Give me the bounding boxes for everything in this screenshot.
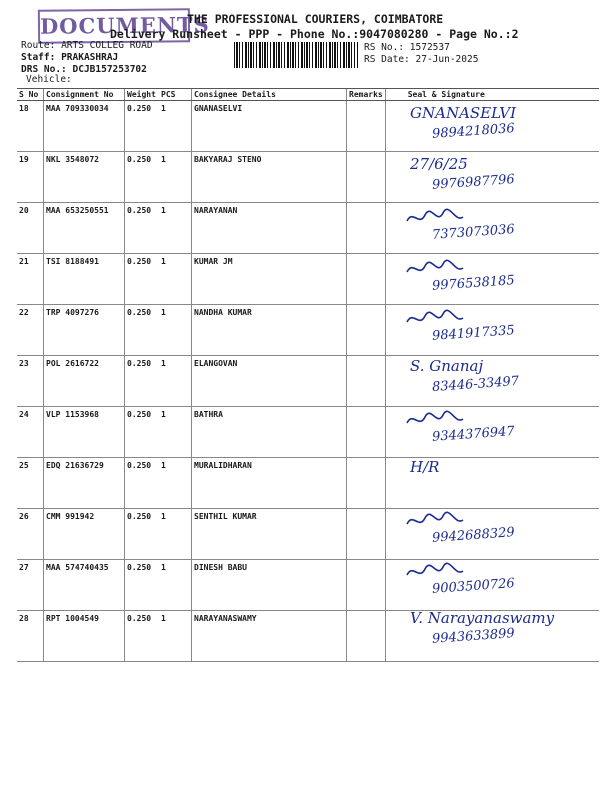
- row-remarks: [347, 611, 386, 662]
- handwritten-signature: GNANASELVI: [410, 104, 517, 122]
- row-sno: 28: [17, 611, 44, 662]
- handwritten-phone: 9976987796: [431, 171, 516, 193]
- barcode: [234, 42, 358, 68]
- row-pcs: 1: [159, 152, 192, 203]
- row-consignee: ELANGOVAN: [192, 356, 347, 407]
- row-consignee: GNANASELVI: [192, 101, 347, 152]
- row-pcs: 1: [159, 611, 192, 662]
- row-consignee: KUMAR JM: [192, 254, 347, 305]
- row-sno: 18: [17, 101, 44, 152]
- route-label: Route:: [21, 40, 56, 51]
- route-value: ARTS COLLEG ROAD: [61, 40, 153, 51]
- row-pcs: 1: [159, 203, 192, 254]
- handwritten-phone: 9976538185: [431, 272, 516, 294]
- drs-value: DCJB157253702: [72, 64, 147, 75]
- row-remarks: [347, 152, 386, 203]
- handwritten-phone: 9894218036: [431, 121, 516, 142]
- handwritten-signature: 27/6/25: [410, 154, 468, 173]
- row-consignee: SENTHIL KUMAR: [192, 509, 347, 560]
- row-sno: 23: [17, 356, 44, 407]
- row-weight: 0.250: [125, 509, 160, 560]
- col-signature: Seal & Signature: [385, 89, 599, 101]
- handwritten-phone: 9943633899: [431, 626, 516, 647]
- row-weight: 0.250: [125, 458, 160, 509]
- row-remarks: [347, 509, 386, 560]
- rs-date-line: [364, 54, 478, 65]
- row-consignee: BATHRA: [192, 407, 347, 458]
- row-sno: 25: [17, 458, 44, 509]
- row-pcs: 1: [159, 254, 192, 305]
- row-sno: 19: [17, 152, 44, 203]
- row-pcs: 1: [159, 458, 192, 509]
- runsheet-subtitle: Delivery Runsheet - PPP - Phone No.:9047080280 - Page No.:2: [110, 27, 519, 41]
- rs-date-label: RS Date:: [364, 54, 410, 65]
- handwritten-signature: H/R: [410, 457, 440, 476]
- row-weight: 0.250: [125, 560, 160, 611]
- row-weight: 0.250: [125, 305, 160, 356]
- row-remarks: [347, 254, 386, 305]
- row-consignment: MAA 709330034: [44, 101, 125, 152]
- drs-label: DRS No.:: [21, 64, 67, 75]
- row-sno: 24: [17, 407, 44, 458]
- row-pcs: 1: [159, 305, 192, 356]
- row-consignment: POL 2616722: [44, 356, 125, 407]
- row-remarks: [347, 458, 386, 509]
- row-remarks: [347, 356, 386, 407]
- col-remarks: Remarks: [347, 89, 386, 101]
- table-row: [17, 458, 599, 509]
- row-weight: 0.250: [125, 203, 160, 254]
- handwritten-signature: S. Gnanaj: [410, 356, 484, 375]
- row-sno: 20: [17, 203, 44, 254]
- row-consignment: RPT 1004549: [44, 611, 125, 662]
- row-consignment: MAA 574740435: [44, 560, 125, 611]
- row-weight: 0.250: [125, 101, 160, 152]
- row-consignment: TSI 8188491: [44, 254, 125, 305]
- row-remarks: [347, 203, 386, 254]
- row-remarks: [347, 101, 386, 152]
- handwritten-signature: V. Narayanaswamy: [410, 609, 555, 627]
- row-consignee: NANDHA KUMAR: [192, 305, 347, 356]
- route-line: [21, 40, 153, 51]
- row-remarks: [347, 560, 386, 611]
- company-title: THE PROFESSIONAL COURIERS, COIMBATORE: [187, 12, 444, 26]
- row-weight: 0.250: [125, 356, 160, 407]
- col-sno: S No: [17, 89, 44, 101]
- row-consignee: MURALIDHARAN: [192, 458, 347, 509]
- row-pcs: 1: [159, 356, 192, 407]
- row-remarks: [347, 407, 386, 458]
- row-pcs: 1: [159, 101, 192, 152]
- handwritten-phone: 7373073036: [431, 222, 516, 243]
- row-consignee: DINESH BABU: [192, 560, 347, 611]
- row-consignment: VLP 1153968: [44, 407, 125, 458]
- row-consignment: MAA 653250551: [44, 203, 125, 254]
- row-sno: 26: [17, 509, 44, 560]
- row-sno: 27: [17, 560, 44, 611]
- row-weight: 0.250: [125, 254, 160, 305]
- row-pcs: 1: [159, 407, 192, 458]
- handwritten-phone: 9003500726: [431, 575, 516, 597]
- row-sno: 22: [17, 305, 44, 356]
- handwritten-phone: 83446-33497: [431, 373, 520, 395]
- row-consignee: NARAYANASWAMY: [192, 611, 347, 662]
- row-weight: 0.250: [125, 407, 160, 458]
- rs-date-value: 27-Jun-2025: [415, 54, 479, 65]
- row-consignee: NARAYANAN: [192, 203, 347, 254]
- row-pcs: 1: [159, 509, 192, 560]
- row-pcs: 1: [159, 560, 192, 611]
- staff-value: PRAKASHRAJ: [61, 52, 119, 63]
- col-consignment: Consignment No: [44, 89, 125, 101]
- documents-stamp: DOCUMENTS: [38, 8, 190, 44]
- row-consignee: BAKYARAJ STENO: [192, 152, 347, 203]
- col-weight: Weight: [125, 89, 160, 101]
- handwritten-phone: 9841917335: [431, 323, 516, 344]
- staff-line: [21, 52, 118, 63]
- rs-no-value: 1572537: [409, 42, 450, 53]
- table-header-row: [17, 89, 599, 101]
- col-consignee: Consignee Details: [192, 89, 347, 101]
- col-pcs: PCS: [159, 89, 192, 101]
- handwritten-phone: 9344376947: [431, 424, 516, 445]
- rs-no-line: [364, 42, 450, 53]
- row-consignment: TRP 4097276: [44, 305, 125, 356]
- vehicle-label: Vehicle:: [26, 74, 72, 85]
- row-remarks: [347, 305, 386, 356]
- rs-no-label: RS No.:: [364, 42, 405, 53]
- row-weight: 0.250: [125, 611, 160, 662]
- handwritten-phone: 9942688329: [431, 525, 516, 546]
- staff-label: Staff:: [21, 52, 56, 63]
- row-consignment: NKL 3548072: [44, 152, 125, 203]
- row-consignment: EDQ 21636729: [44, 458, 125, 509]
- row-sno: 21: [17, 254, 44, 305]
- row-consignment: CMM 991942: [44, 509, 125, 560]
- row-weight: 0.250: [125, 152, 160, 203]
